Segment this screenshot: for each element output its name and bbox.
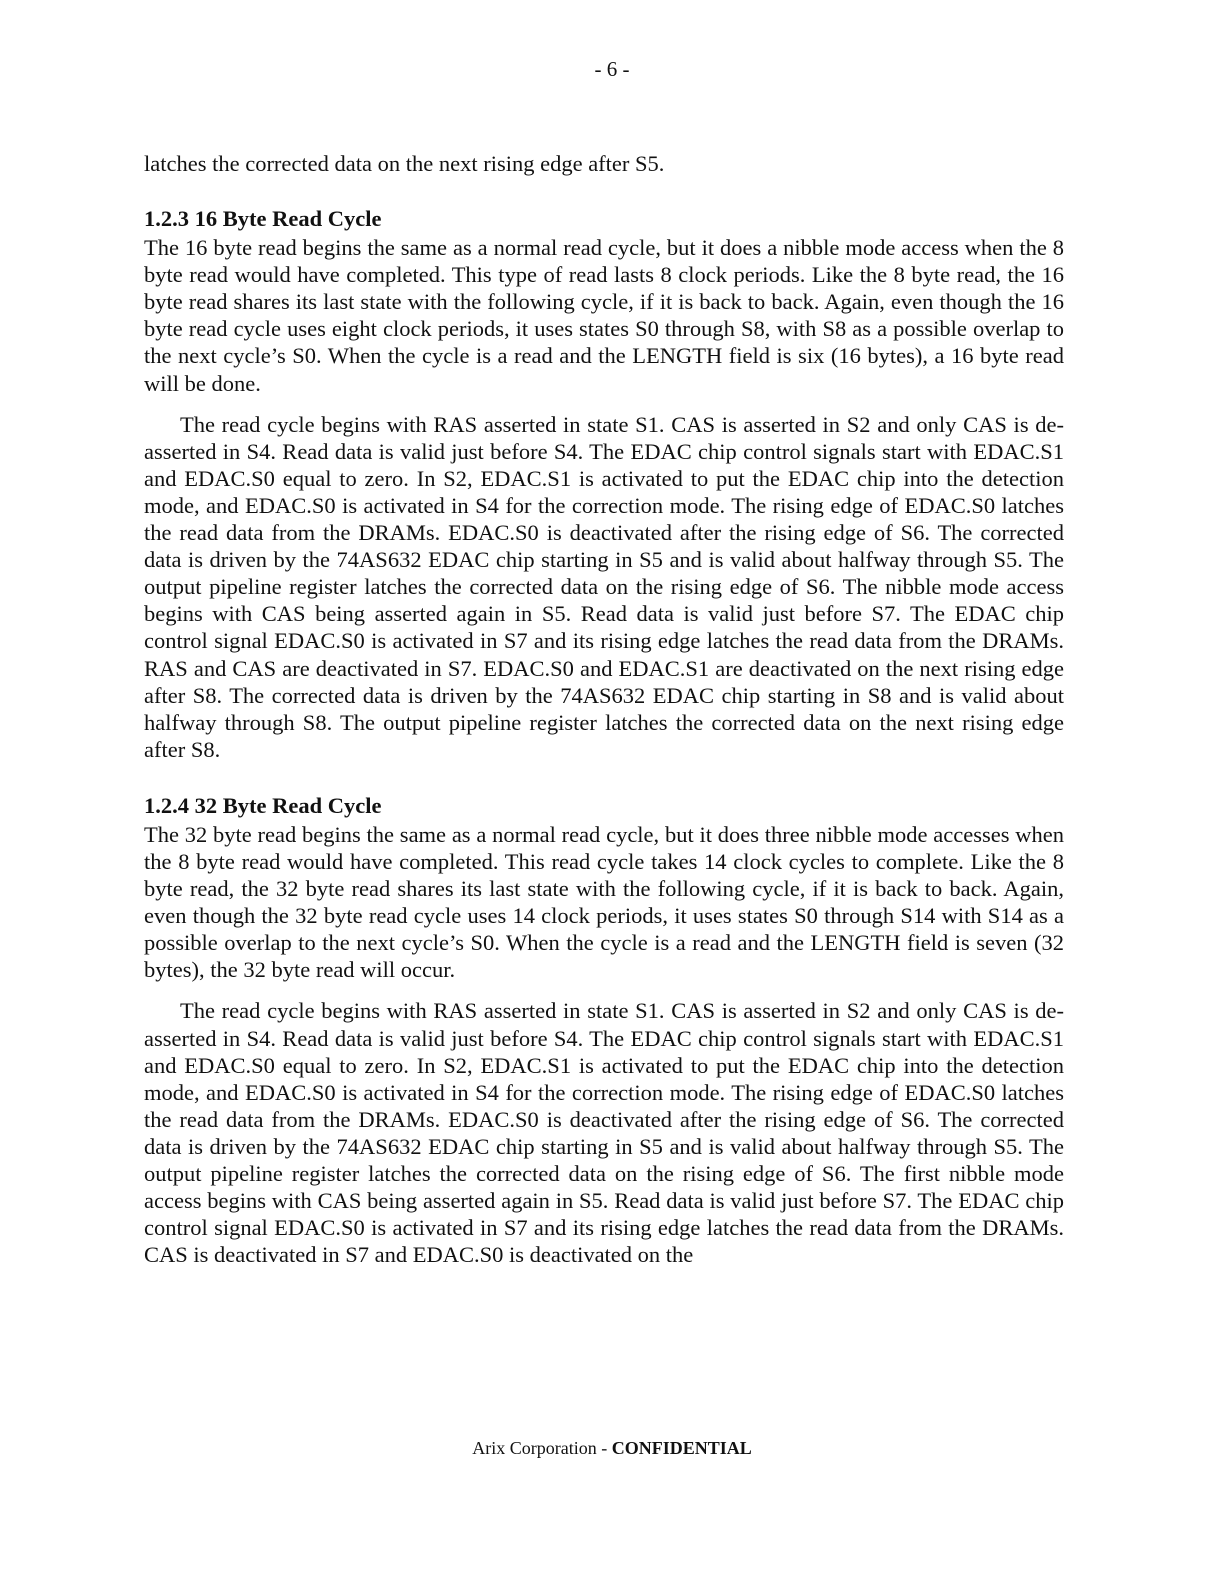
footer <box>0 1438 1224 1459</box>
paragraph-32-byte-intro: The 32 byte read begins the same as a normal read cycle, but it does three nibble mode accesses when the 8 byte read would have completed. This read cycle takes 14 clock cycles to complete. Like the 8 byte read, the 32 byte read shares its last state with the following cycle, if it is back to back. Again, even though the 32 byte read cycle uses 14 clock periods, it uses states S0 through S14 with S14 as a possible overlap to the next cycle’s S0. When the cycle is a read and the LENGTH field is seven (32 bytes), the 32 byte read will occur. <box>144 821 1064 983</box>
document-body <box>144 150 1064 1268</box>
section-heading-1-2-3: 1.2.3 16 Byte Read Cycle <box>144 206 382 232</box>
page-number: - 6 - <box>594 57 630 81</box>
paragraph-16-byte-intro: The 16 byte read begins the same as a normal read cycle, but it does a nibble mode access when the 8 byte read would have completed. This type of read lasts 8 clock periods. Like the 8 byte read, the 16 byte read shares its last state with the following cycle, if it is back to back. Again, even though the 16 byte read cycle uses eight clock periods, it uses states S0 through S8, with S8 as a possible overlap to the next cycle’s S0. When the cycle is a read and the LENGTH field is six (16 bytes), a 16 byte read will be done. <box>144 235 1064 396</box>
section-heading-1-2-4: 1.2.4 32 Byte Read Cycle <box>144 792 382 818</box>
paragraph-16-byte-detail: The read cycle begins with RAS asserted in state S1. CAS is asserted in S2 and only CAS is de-asserted in S4. Read data is valid just before S4. The EDAC chip control signals start with EDAC.S1 and EDAC.S0 equal to zero. In S2, EDAC.S1 is activated to put the EDAC chip into the detection mode, and EDAC.S0 is activated in S4 for the correction mode. The rising edge of EDAC.S0 latches the read data from the DRAMs. EDAC.S0 is deactivated after the rising edge of S6. The corrected data is driven by the 74AS632 EDAC chip starting in S5 and is valid about halfway through S5. The output pipeline register latches the corrected data on the rising edge of S6. The nibble mode access begins with CAS being asserted again in S5. Read data is valid just before S7. The EDAC chip control signal EDAC.S0 is activated in S7 and its rising edge latches the read data from the DRAMs. RAS and CAS are deactivated in S7. EDAC.S0 and EDAC.S1 are deactivated on the next rising edge after S8. The corrected data is driven by the 74AS632 EDAC chip starting in S8 and is valid about halfway through S8. The output pipeline register latches the corrected data on the next rising edge after S8. <box>144 411 1064 762</box>
paragraph-32-byte-detail: The read cycle begins with RAS asserted in state S1. CAS is asserted in S2 and only CAS is de-asserted in S4. Read data is valid just before S4. The EDAC chip control signals start with EDAC.S1 and EDAC.S0 equal to zero. In S2, EDAC.S1 is activated to put the EDAC chip into the detection mode, and EDAC.S0 is activated in S4 for the correction mode. The rising edge of EDAC.S0 latches the read data from the DRAMs. EDAC.S0 is deactivated after the rising edge of S6. The corrected data is driven by the 74AS632 EDAC chip starting in S5 and is valid about halfway through S5. The output pipeline register latches the corrected data on the rising edge of S6. The first nibble mode access begins with CAS being asserted again in S5. Read data is valid just before S7. The EDAC chip control signal EDAC.S0 is activated in S7 and its rising edge latches the read data from the DRAMs. CAS is deactivated in S7 and EDAC.S0 is deactivated on the <box>144 998 1064 1268</box>
footer-company: Arix Corporation - <box>472 1438 612 1458</box>
continued-paragraph: latches the corrected data on the next rising edge after S5. <box>144 151 665 176</box>
footer-confidential: CONFIDENTIAL <box>611 1438 752 1458</box>
